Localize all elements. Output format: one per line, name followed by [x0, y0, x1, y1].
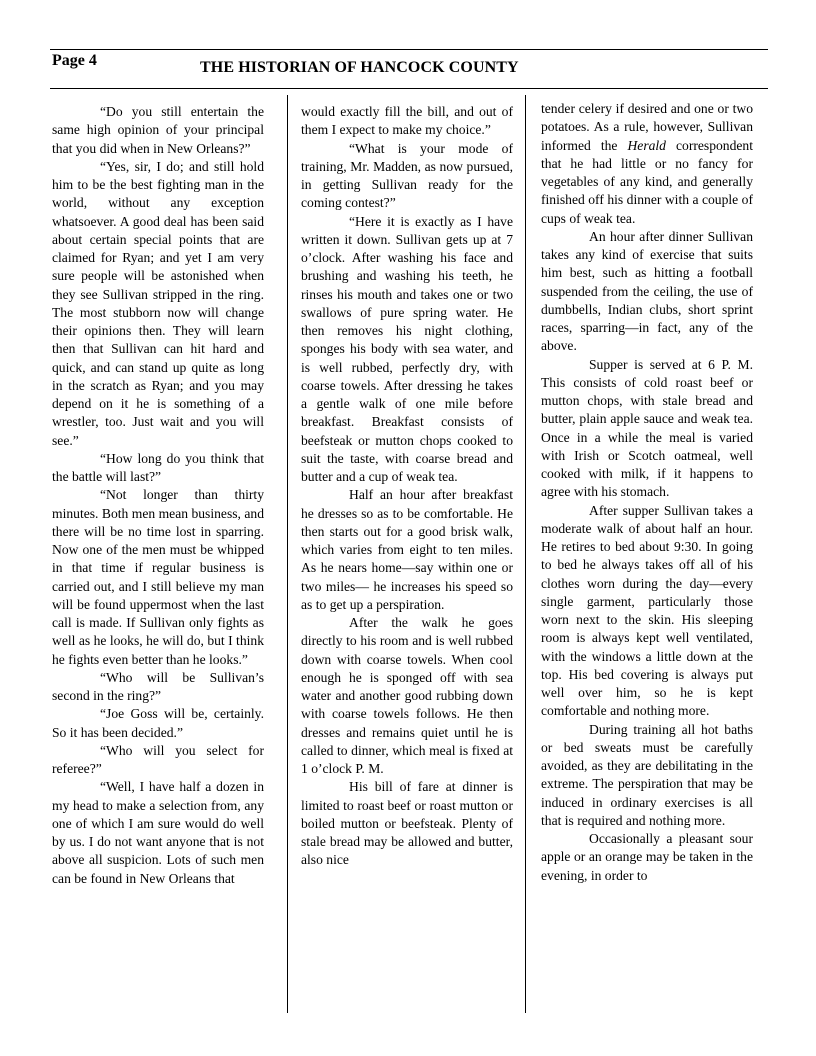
paragraph: “How long do you think that the battle will last?”	[52, 450, 264, 484]
paragraph: After the walk he goes directly to his room and is well rubbed down with coarse towels. When cool enough he is sponged off with sea water and another good rubbing down with coarse towels follows. He then dresses and remains quiet until he is called to dinner, which meal is fixed at 1 o’clock P. M.	[301, 615, 513, 776]
header-top-rule	[50, 49, 768, 50]
newsletter-masthead: THE HISTORIAN OF HANCOCK COUNTY	[200, 59, 519, 76]
paragraph: His bill of fare at dinner is limited to roast beef or roast mutton or boiled mutton or beefsteak. Plenty of stale bread may be allowed and butter, also nice	[301, 779, 513, 868]
text-run: tender celery if desired and one or two potatoes. As a rule, however, Sullivan informed the	[541, 101, 753, 153]
paragraph: “Joe Goss will be, certainly. So it has been decided.”	[52, 706, 264, 740]
continued-paragraph	[541, 100, 753, 228]
column-divider	[287, 95, 288, 1013]
paragraph: Supper is served at 6 P. M. This consists of cold roast beef or mutton chops, with stale bread and butter, plain apple sauce and weak tea. Once in a while the meal is varied with Irish or Scotch oatmeal, well cooked with milk, if it happens to agree with his stomach.	[541, 356, 753, 500]
paragraph: Occasionally a pleasant sour apple or an orange may be taken in the evening, in order to	[541, 831, 753, 883]
paragraph: Half an hour after breakfast he dresses so as to be comfortable. He then starts out for a good brisk walk, which varies from eight to ten miles. As he nears home—say within one or two miles— he increases his speed so as to get up a perspiration.	[301, 487, 513, 612]
column-divider	[525, 95, 526, 1013]
article-column-1	[52, 103, 264, 888]
paragraph: “What is your mode of training, Mr. Madden, as now pursued, in getting Sullivan ready for the coming contest?”	[301, 140, 513, 211]
paragraph: “Who will be Sullivan’s second in the ring?”	[52, 669, 264, 703]
paragraph: “Yes, sir, I do; and still hold him to be the best fighting man in the world, without any exception whatsoever. A good deal has been said about certain special points that are claimed for Ryan; and yet I am very sure people will be astonished when they see Sullivan stripped in the ring. The most stubborn now will change their opinions then. They will learn then that Sullivan can hit hard and quick, and can stand up quite as long in the scratch as Ryan; and you may depend on it he is something of a wrestler, too. Just wait and you will see.”	[52, 158, 264, 448]
paragraph: “Who will you select for referee?”	[52, 742, 264, 776]
page-number: Page 4	[52, 52, 97, 69]
paragraph: “Here it is exactly as I have written it down. Sullivan gets up at 7 o’clock. After washing his face and brushing and washing his teeth, he rinses his mouth and takes one or two swallows of pure spring water. He then removes his night clothing, sponges his body with sea water, and is well rubbed, perfectly dry, with coarse towels. After dressing he takes a gentle walk of one mile before breakfast. Breakfast consists of beefsteak or mutton chops cooked to suit the taste, with coarse bread and butter and a cup of weak tea.	[301, 213, 513, 484]
article-column-2	[301, 103, 513, 870]
paragraph: During training all hot baths or bed sweats must be carefully avoided, as they are debilitating in the extreme. The perspiration that may be induced in ordinary exercises is all that is required and nothing more.	[541, 721, 753, 828]
text-run: correspondent that he had little or no fancy for vegetables of any kind, and generally finished off his dinner with a couple of cups of weak tea.	[541, 137, 753, 226]
continued-paragraph: would exactly fill the bill, and out of them I expect to make my choice.”	[301, 104, 513, 138]
paragraph: “Not longer than thirty minutes. Both men mean business, and there will be no time lost in sparring. Now one of the men must be whipped in that time if regular business is carried out, and I still believe my man will be found uppermost when the last call is made. If Sullivan only fights as well as he looks, he will do, but I think he fights even better than he looks.”	[52, 487, 264, 667]
paragraph: “Well, I have half a dozen in my head to make a selection from, any one of which I am sure would do well by us. I do not want anyone that is not above all suspicion. Lots of such men can be found in New Orleans that	[52, 779, 264, 886]
paragraph: After supper Sullivan takes a moderate walk of about half an hour. He retires to bed about 9:30. In going to bed he always takes off all of his clothes worn during the day—every single garment, particularly those worn next to the skin. His sleeping room is always kept well ventilated, with the windows a little down at the top. His bed covering is always put well over him, so he is kept comfortable and nothing more.	[541, 502, 753, 719]
article-column-3	[541, 100, 753, 885]
newspaper-name: Herald	[627, 137, 666, 153]
paragraph: An hour after dinner Sullivan takes any kind of exercise that suits him best, such as hitting a football suspended from the ceiling, the use of dumbbells, Indian clubs, short sprint races, sparring—in fact, any of the above.	[541, 228, 753, 354]
paragraph: “Do you still entertain the same high opinion of your principal that you did when in New Orleans?”	[52, 104, 264, 156]
header-bottom-rule	[50, 88, 768, 89]
